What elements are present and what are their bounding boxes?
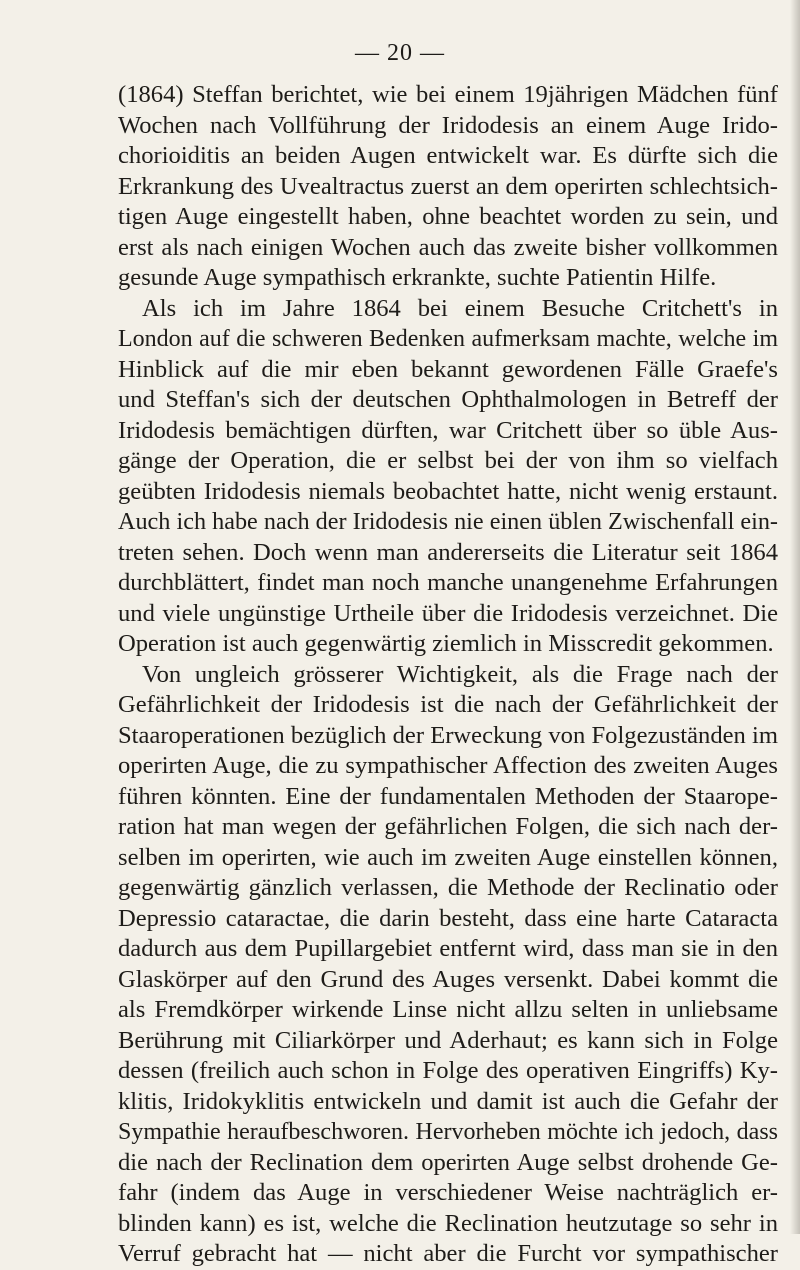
text-line: als Fremdkörper wirkende Linse nicht allzu selten in unliebsame — [118, 996, 778, 1023]
text-line: durchblättert, findet man noch manche unangenehme Erfahrungen — [118, 569, 778, 596]
text-line: Hinblick auf die mir eben bekannt gewordenen Fälle Graefe's — [118, 355, 778, 383]
text-line: Operation ist auch gegenwärtig ziemlich in Misscredit gekommen. — [118, 630, 774, 657]
text-line: klitis, Iridokyklitis entwickeln und damit ist auch die Gefahr der — [118, 1087, 778, 1115]
text-line: Auch ich habe nach der Iridodesis nie einen üblen Zwischenfall ein- — [118, 508, 778, 535]
page-edge-shadow — [790, 0, 800, 1234]
text-line: treten sehen. Doch wenn man andererseits die Literatur seit 1864 — [118, 538, 778, 566]
text-line: die nach der Reclination dem operirten Auge selbst drohende Ge- — [118, 1148, 778, 1176]
text-line: gesunde Auge sympathisch erkrankte, suchte Patientin Hilfe. — [118, 264, 717, 291]
text-line: und viele ungünstige Urtheile über die Iridodesis verzeichnet. Die — [118, 599, 778, 627]
text-line: geübten Iridodesis niemals beobachtet hatte, nicht wenig erstaunt. — [118, 477, 778, 505]
page-number: — 20 — — [355, 40, 445, 66]
text-line: Wochen nach Vollführung der Iridodesis an einem Auge Irido- — [118, 111, 778, 139]
text-line: dessen (freilich auch schon in Folge des operativen Eingriffs) Ky- — [118, 1057, 778, 1084]
text-line: Gefährlichkeit der Iridodesis ist die nach der Gefährlichkeit der — [118, 691, 778, 718]
text-line: Staaroperationen bezüglich der Erweckung von Folgezuständen im — [118, 721, 778, 749]
text-line: Von ungleich grösserer Wichtigkeit, als die Frage nach der — [142, 660, 778, 688]
text-line: und Steffan's sich der deutschen Ophthalmologen in Betreff der — [118, 386, 778, 413]
text-line: führen könnten. Eine der fundamentalen Methoden der Staarope- — [118, 782, 778, 810]
text-line: blinden kann) es ist, welche die Reclination heutzutage so sehr in — [118, 1209, 778, 1237]
text-line: gegenwärtig gänzlich verlassen, die Methode der Reclinatio oder — [118, 874, 778, 901]
text-line: Glaskörper auf den Grund des Auges versenkt. Dabei kommt die — [118, 965, 778, 993]
text-line: Berührung mit Ciliarkörper und Aderhaut; es kann sich in Folge — [118, 1026, 778, 1054]
text-line: London auf die schweren Bedenken aufmerksam machte, welche im — [118, 326, 778, 352]
text-line: Als ich im Jahre 1864 bei einem Besuche Critchett's in — [142, 294, 778, 322]
text-line: Depressio cataractae, die darin besteht, dass eine harte Cataracta — [118, 904, 778, 932]
text-line: ration hat man wegen der gefährlichen Folgen, die sich nach der- — [118, 813, 778, 840]
text-line: chorioiditis an beiden Augen entwickelt war. Es dürfte sich die — [118, 142, 778, 169]
text-line: operirten Auge, die zu sympathischer Affection des zweiten Auges — [118, 752, 778, 779]
text-line: selben im operirten, wie auch im zweiten Auge einstellen können, — [118, 843, 778, 871]
text-line: Erkrankung des Uvealtractus zuerst an dem operirten schlechtsich- — [118, 172, 778, 200]
text-line: erst als nach einigen Wochen auch das zweite bisher vollkommen — [118, 233, 778, 261]
text-line: tigen Auge eingestellt haben, ohne beachtet worden zu sein, und — [118, 203, 778, 230]
body-text — [118, 80, 778, 1270]
text-line: Verruf gebracht hat — nicht aber die Furcht vor sympathischer — [118, 1240, 778, 1267]
text-line: Iridodesis bemächtigen dürften, war Critchett über so üble Aus- — [118, 416, 778, 444]
text-line: Sympathie heraufbeschworen. Hervorheben möchte ich jedoch, dass — [118, 1119, 778, 1145]
text-line: dadurch aus dem Pupillargebiet entfernt wird, dass man sie in den — [118, 935, 778, 962]
text-line: gänge der Operation, die er selbst bei der von ihm so vielfach — [118, 447, 778, 474]
text-line: fahr (indem das Auge in verschiedener Weise nachträglich er- — [118, 1179, 778, 1206]
text-line: (1864) Steffan berichtet, wie bei einem 19jährigen Mädchen fünf — [118, 81, 778, 108]
